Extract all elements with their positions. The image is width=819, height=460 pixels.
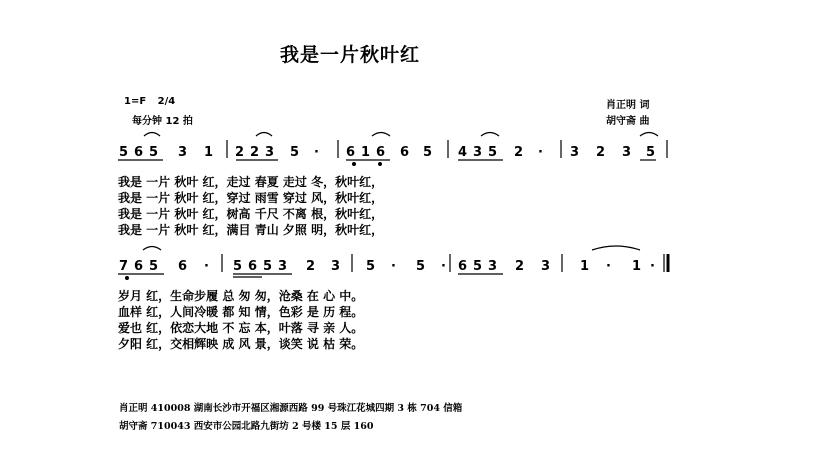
note: 5 (366, 259, 376, 274)
slur (372, 133, 390, 137)
lyric-line: 血样 红，人间冷暖 都 知 情，色彩 是 历 程。 (118, 305, 364, 319)
note: 3 (278, 259, 288, 274)
time-signature: 2/4 (157, 96, 176, 107)
slur (144, 133, 160, 137)
slur (256, 133, 272, 137)
address-line-2: 胡守斋 710043 西安市公园北路九街坊 2 号楼 15 层 160 (119, 421, 374, 432)
note: 3 (570, 145, 580, 160)
key-signature: 1=F (124, 96, 147, 107)
note: 6 (134, 145, 144, 160)
note: 5 (233, 259, 243, 274)
system1-notes (119, 145, 655, 160)
notation-marks (118, 133, 668, 280)
note: 2 (235, 145, 245, 160)
system2-lyrics (117, 288, 363, 351)
note: 1 (580, 259, 590, 274)
note: 3 (622, 145, 632, 160)
note: · (204, 259, 209, 274)
slur (640, 133, 658, 137)
note: 5 (119, 145, 129, 160)
lyric-line: 我是 一片 秋叶 红，走过 春夏 走过 冬，秋叶红， (118, 175, 384, 189)
note: 5 (416, 259, 426, 274)
note: · (606, 259, 611, 274)
note: 2 (514, 145, 524, 160)
note: · (314, 145, 319, 160)
lyric-line: 我是 一片 秋叶 红，穿过 雨雪 穿过 风，秋叶红， (118, 191, 384, 205)
tempo-marking: 每分钟 12 拍 (132, 116, 193, 127)
note: 3 (265, 145, 275, 160)
note: 1 (361, 145, 371, 160)
note: · (538, 145, 543, 160)
lyric-line: 爱也 红，依恋大地 不 忘 本，叶落 寻 亲 人。 (118, 321, 364, 335)
note: 6 (248, 259, 258, 274)
note: 1 (632, 259, 642, 274)
lyric-line: 我是 一片 秋叶 红，满目 青山 夕照 明，秋叶红， (118, 223, 384, 237)
note: · (391, 259, 396, 274)
note: 5 (646, 145, 656, 160)
slur (143, 247, 161, 251)
note: 3 (178, 145, 188, 160)
slur (592, 246, 640, 250)
note: 6 (134, 259, 144, 274)
lyric-line: 夕阳 红，交相辉映 成 风 景，谈笑 说 枯 荣。 (118, 337, 364, 351)
note: 1 (204, 145, 214, 160)
note: 3 (331, 259, 341, 274)
composer-credit: 胡守斋 曲 (606, 116, 650, 127)
lyric-line: 岁月 红，生命步履 总 匆 匆，沧桑 在 心 中。 (118, 289, 364, 303)
lyricist-credit: 肖正明 词 (606, 100, 650, 111)
note: 5 (290, 145, 300, 160)
note: 2 (250, 145, 260, 160)
note: · (650, 259, 655, 274)
note: 6 (376, 145, 386, 160)
note: · (441, 259, 446, 274)
address-line-1: 肖正明 410008 湖南长沙市开福区湘源西路 99 号珠江花城四期 3 栋 704 信箱 (119, 403, 463, 414)
note: 4 (458, 145, 468, 160)
note: 3 (488, 259, 498, 274)
system2-notes (119, 259, 655, 274)
octave-dot (126, 277, 129, 280)
note: 3 (473, 145, 483, 160)
octave-dot (353, 163, 356, 166)
song-title: 我是一片秋叶红 (280, 44, 421, 66)
note: 5 (473, 259, 483, 274)
note: 6 (346, 145, 356, 160)
note: 3 (541, 259, 551, 274)
note: 6 (400, 145, 410, 160)
octave-dot (379, 163, 382, 166)
note: 6 (178, 259, 188, 274)
note: 2 (306, 259, 316, 274)
note: 5 (149, 259, 159, 274)
note: 5 (423, 145, 433, 160)
note: 2 (515, 259, 525, 274)
note: 7 (119, 259, 129, 274)
slur (481, 133, 499, 137)
note: 2 (596, 145, 606, 160)
note: 6 (458, 259, 468, 274)
note: 5 (263, 259, 273, 274)
note: 5 (149, 145, 159, 160)
lyric-line: 我是 一片 秋叶 红，树高 千尺 不离 根，秋叶红， (118, 207, 384, 221)
note: 5 (488, 145, 498, 160)
system1-lyrics (118, 174, 383, 237)
